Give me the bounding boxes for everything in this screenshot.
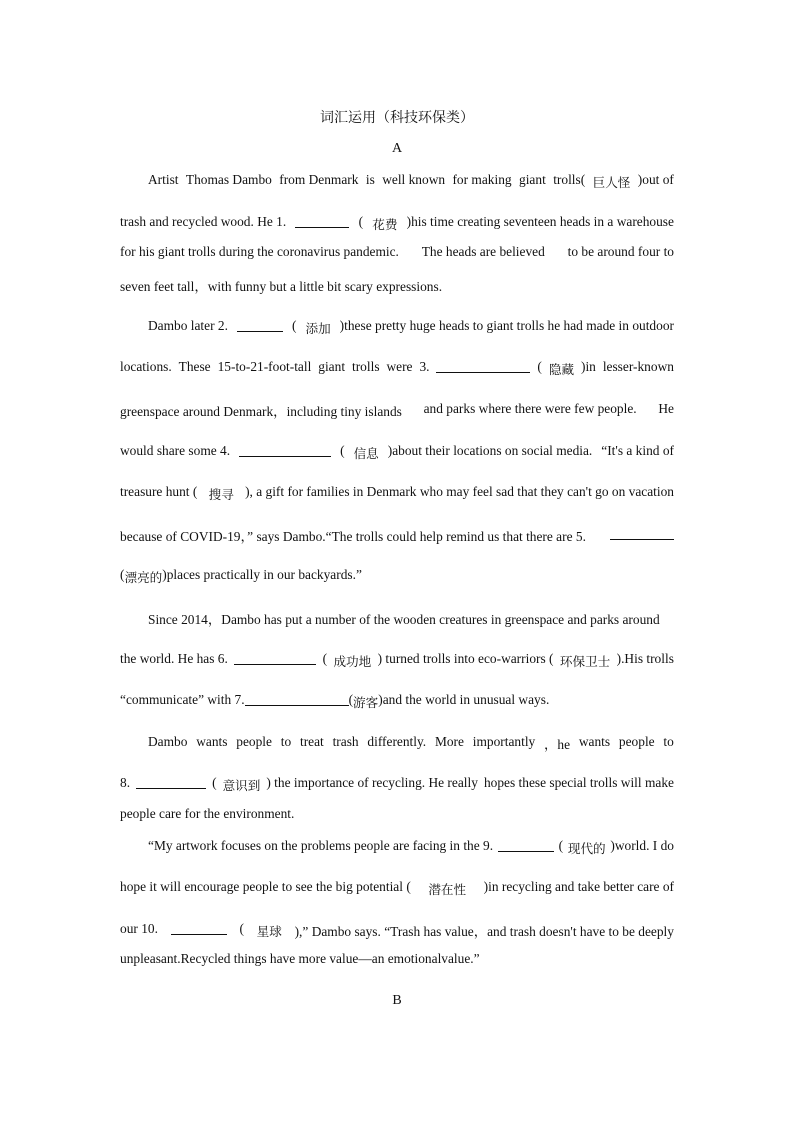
answer-blank[interactable] bbox=[239, 443, 331, 457]
chinese-hint: 信息 bbox=[353, 446, 379, 461]
passage-text: would share some 4. bbox=[120, 443, 231, 458]
passage-text: ( bbox=[120, 567, 125, 582]
passage-text: Dambo bbox=[148, 734, 188, 749]
passage-text: He bbox=[658, 401, 674, 416]
answer-blank[interactable] bbox=[171, 921, 227, 935]
passage-text: people bbox=[236, 734, 272, 749]
section-heading-b: B bbox=[392, 993, 402, 1008]
chinese-hint: 意识到 bbox=[222, 778, 261, 793]
passage-text: The heads are believed bbox=[421, 244, 545, 259]
passage-text: greenspace around Denmark，including tiny islands bbox=[120, 404, 402, 419]
passage-text: Since 2014，Dambo has put a number of the wooden creatures in greenspace and parks around bbox=[148, 612, 660, 627]
passage-text: hope it will encourage people to see the big potential ( bbox=[120, 879, 411, 894]
passage-text: “communicate” with 7. bbox=[120, 692, 245, 707]
chinese-hint: 成功地 bbox=[333, 654, 372, 669]
passage-text: ), a gift for families in Denmark who may feel sad that they can't go on vacation bbox=[245, 484, 674, 499]
passage-text: the world. He has 6. bbox=[120, 651, 228, 666]
passage-text: unpleasant. bbox=[120, 951, 181, 966]
passage-line bbox=[120, 692, 674, 711]
passage-text: “It's a kind of bbox=[601, 443, 674, 458]
passage-line bbox=[120, 244, 674, 260]
passage-line bbox=[120, 879, 674, 898]
passage-text: hopes these special trolls will make bbox=[483, 775, 674, 790]
chinese-hint: 现代的 bbox=[567, 841, 606, 856]
passage-line bbox=[148, 609, 674, 628]
passage-text: ( bbox=[558, 838, 564, 853]
passage-text: is bbox=[365, 172, 375, 187]
passage-text: locations. bbox=[120, 359, 172, 374]
passage-text: ，he bbox=[544, 737, 571, 752]
passage-line bbox=[120, 775, 674, 794]
passage-text: differently. bbox=[367, 734, 427, 749]
passage-line bbox=[120, 567, 674, 586]
section-heading-a: A bbox=[391, 141, 403, 156]
chinese-hint: 环保卫士 bbox=[559, 654, 611, 669]
passage-text: to bbox=[663, 734, 674, 749]
passage-text: 3. bbox=[419, 359, 430, 374]
passage-line bbox=[120, 921, 674, 940]
passage-text: These bbox=[178, 359, 211, 374]
answer-blank[interactable] bbox=[610, 526, 674, 540]
passage-text: giant bbox=[519, 172, 546, 187]
passage-text: 8. bbox=[120, 775, 131, 790]
chinese-hint: 漂亮的 bbox=[124, 570, 163, 585]
passage-text: to be around four to bbox=[567, 244, 674, 259]
passage-text: )in recycling and take better care of bbox=[483, 879, 674, 894]
answer-blank[interactable] bbox=[498, 838, 554, 852]
passage-text: ( bbox=[322, 651, 328, 666]
passage-text: wants bbox=[578, 734, 611, 749]
passage-text: giant bbox=[318, 359, 346, 374]
chinese-hint: 隐藏 bbox=[548, 362, 575, 377]
passage-text: “My artwork focuses on the problems people are facing in the 9. bbox=[148, 838, 494, 853]
passage-text: )about their locations on social media. bbox=[387, 443, 593, 458]
answer-blank[interactable] bbox=[436, 359, 530, 373]
passage-text: )his time creating seventeen heads in a warehouse bbox=[406, 214, 674, 229]
passage-text: Artist bbox=[148, 172, 179, 187]
passage-text: people bbox=[618, 734, 655, 749]
page-title: 词汇运用（科技环保类） bbox=[320, 111, 474, 126]
passage-text: ( bbox=[537, 359, 542, 374]
passage-line bbox=[120, 276, 674, 295]
passage-line bbox=[148, 838, 674, 857]
passage-text: from Denmark bbox=[279, 172, 359, 187]
passage-text: wants bbox=[196, 734, 228, 749]
passage-text: importantly bbox=[472, 734, 536, 749]
chinese-hint: 花费 bbox=[372, 217, 398, 232]
passage-text: were bbox=[386, 359, 413, 374]
passage-text: our 10. bbox=[120, 921, 158, 936]
passage-text: trolls bbox=[352, 359, 380, 374]
passage-line bbox=[120, 401, 674, 420]
passage-text: )in bbox=[580, 359, 596, 374]
answer-blank[interactable] bbox=[295, 214, 349, 228]
passage-line bbox=[148, 734, 674, 753]
answer-blank[interactable] bbox=[245, 692, 349, 706]
passage-line bbox=[120, 806, 674, 822]
passage-line bbox=[148, 318, 674, 337]
passage-text: )these pretty huge heads to giant trolls he had made in outdoor bbox=[339, 318, 674, 333]
passage-text: trash and recycled wood. He 1. bbox=[120, 214, 287, 229]
passage-text: Dambo later 2. bbox=[148, 318, 228, 333]
passage-text: )places practically in our backyards.” bbox=[162, 567, 362, 582]
passage-line bbox=[120, 526, 674, 545]
passage-text: trolls( bbox=[553, 172, 586, 187]
chinese-hint: 搜寻 bbox=[208, 487, 234, 502]
chinese-hint: 添加 bbox=[305, 321, 331, 336]
passage-text: 15-to-21-foot-tall bbox=[217, 359, 312, 374]
passage-text: lesser-known bbox=[602, 359, 674, 374]
passage-text: treasure hunt ( bbox=[120, 484, 198, 499]
chinese-hint: 游客 bbox=[353, 695, 379, 710]
answer-blank[interactable] bbox=[234, 651, 316, 665]
passage-text: ( bbox=[212, 775, 217, 790]
passage-text: seven feet tall，with funny but a little bit scary expressions. bbox=[120, 279, 443, 294]
passage-text: ),” Dambo says. “Trash has value，and trash doesn't have to be deeply bbox=[294, 924, 674, 939]
passage-text: value.” bbox=[441, 951, 480, 966]
answer-blank[interactable] bbox=[136, 775, 206, 789]
passage-line bbox=[120, 484, 674, 503]
passage-text: because of COVID-19，” says Dambo.“The trolls could help remind us that there are 5. bbox=[120, 529, 586, 544]
passage-line bbox=[120, 651, 674, 670]
answer-blank[interactable] bbox=[237, 318, 283, 332]
passage-text: treat bbox=[299, 734, 324, 749]
passage-text: ( bbox=[348, 692, 354, 707]
passage-text: people care for the environment. bbox=[120, 806, 295, 821]
passage-text: ( bbox=[239, 921, 244, 936]
chinese-hint: 潜在性 bbox=[428, 882, 467, 897]
passage-line bbox=[148, 172, 674, 191]
passage-text: for his giant trolls during the coronavirus pandemic. bbox=[120, 244, 399, 259]
passage-line bbox=[120, 951, 674, 967]
passage-text: and parks where there were few people. bbox=[423, 401, 637, 416]
passage-text: Thomas Dambo bbox=[185, 172, 272, 187]
passage-text: to bbox=[280, 734, 292, 749]
passage-text: ) turned trolls into eco-warriors ( bbox=[377, 651, 554, 666]
passage-text: )out of bbox=[637, 172, 674, 187]
passage-line bbox=[120, 214, 674, 233]
passage-text: for making bbox=[452, 172, 512, 187]
passage-line bbox=[120, 443, 674, 462]
passage-text: ( bbox=[340, 443, 345, 458]
passage-text: ( bbox=[291, 318, 297, 333]
passage-text: More bbox=[434, 734, 464, 749]
passage-text: ).His trolls bbox=[616, 651, 674, 666]
passage-text: Recycled things have more value—an emotional bbox=[180, 951, 442, 966]
passage-text: trash bbox=[332, 734, 359, 749]
chinese-hint: 星球 bbox=[256, 924, 282, 939]
passage-text: ) the importance of recycling. He really bbox=[266, 775, 478, 790]
passage-text: )and the world in unusual ways. bbox=[378, 692, 550, 707]
chinese-hint: 巨人怪 bbox=[592, 175, 631, 190]
passage-text: well known bbox=[382, 172, 446, 187]
passage-text: ( bbox=[358, 214, 364, 229]
passage-text: )world. I do bbox=[610, 838, 674, 853]
passage-line bbox=[120, 359, 674, 378]
